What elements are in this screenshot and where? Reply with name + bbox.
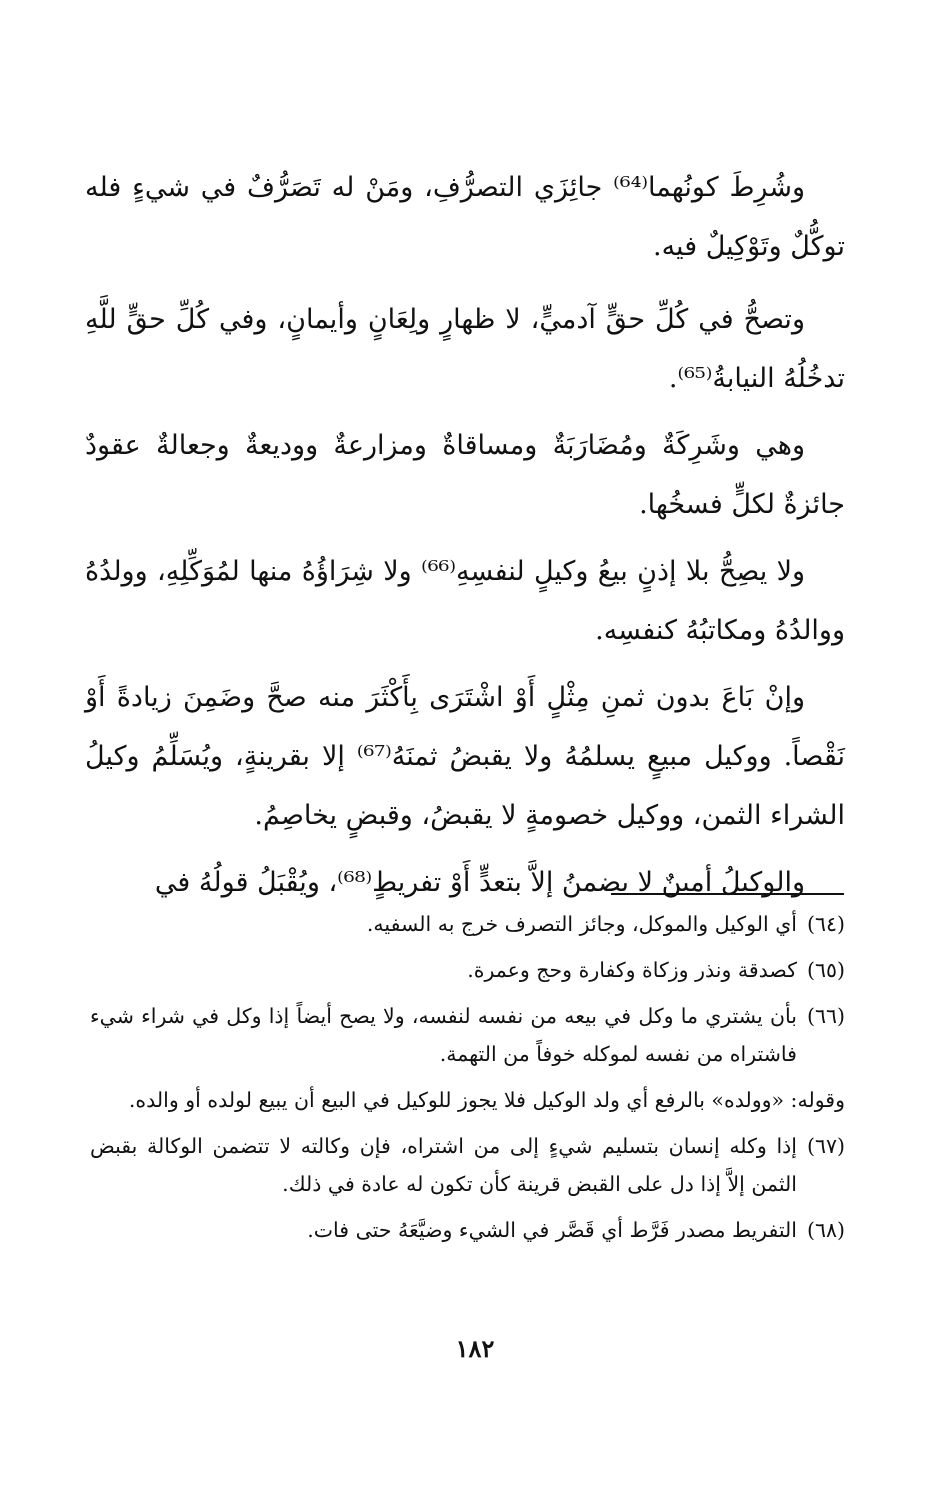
footnote-number: (٦٧) <box>806 1134 845 1158</box>
footnote-text: بأن يشتري ما وكل في بيعه من نفسه لنفسه، ولا يصح أيضاً إذا وكل في شراء شيء فاشتراه من نفسه لموكله خوفاً من التهمة. <box>90 1004 797 1066</box>
footnote <box>90 997 845 1073</box>
footnote-continuation <box>90 1081 845 1119</box>
footnote-text: أي الوكيل والموكل، وجائز التصرف خرج به السفيه. <box>366 912 797 936</box>
footnote <box>90 1127 845 1203</box>
footnote <box>90 905 845 943</box>
footnote-text: إذا وكله إنسان بتسليم شيءٍ إلى من اشتراه، فإن وكالته لا تتضمن الوكالة بقبض الثمن إلاَّ إذا دل على القبض قرينة كأن تكون له عادة في ذلك. <box>90 1134 797 1196</box>
paragraph: وهي وشَرِكَةٌ ومُضَارَبَةٌ ومساقاةٌ ومزارعةٌ ووديعةٌ وجعالةٌ عقودٌ جائزةٌ لكلٍّ فسخُها. <box>85 430 845 520</box>
paragraph: والوكيلُ أمينٌ لا يضمنُ إلاَّ بتعدٍّ أَوْ تفريطٍ⁽⁶⁸⁾، ويُقْبَلُ قولُهُ في <box>154 867 805 898</box>
footnote-number: (٦٤) <box>806 912 845 936</box>
footnote-divider <box>611 893 844 895</box>
paragraph: ولا يصِحُّ بلا إذنٍ بيعُ وكيلٍ لنفسِهِ⁽⁶⁶⁾ ولا شِرَاؤُهُ منها لمُوَكِّلِهِ، وولدُهُ ووالدُهُ ومكاتبُهُ كنفسِه. <box>85 556 845 646</box>
footnote-text: كصدقة ونذر وزكاة وكفارة وحج وعمرة. <box>467 958 797 982</box>
paragraph: وإنْ بَاعَ بدون ثمنِ مِثْلٍ أَوْ اشْتَرَى بِأَكْثَرَ منه صحَّ وضَمِنَ زيادةً أَوْ نَقْصاً. ووكيل مبيعٍ يسلمُهُ ولا يقبضُ ثمنَهُ⁽⁶⁷⁾ إلا بقرينةٍ، ويُسَلِّمُ وكيلُ الشراء الثمن، ووكيل خصومةٍ لا يقبضُ، وقبضٍ يخاصِمُ. <box>85 682 845 831</box>
footnote <box>90 1211 845 1249</box>
footnote <box>90 951 845 989</box>
main-text <box>85 158 845 920</box>
footnote-number: (٦٦) <box>806 1004 845 1028</box>
paragraph: وتصحُّ في كُلِّ حقٍّ آدميٍّ، لا ظهارٍ ولِعَانٍ وأيمانٍ، وفي كُلِّ حقٍّ للَّهِ تدخُلُهُ النيابةُ⁽⁶⁵⁾. <box>85 304 845 394</box>
footnote-text: التفريط مصدر فَرَّط أي قَصَّر في الشيء وضيَّعَهُ حتى فات. <box>307 1218 797 1242</box>
footnote-number: (٦٥) <box>806 958 845 982</box>
page-number: ١٨٢ <box>455 1334 495 1363</box>
footnote-text: وقوله: «وولده» بالرفع أي ولد الوكيل فلا يجوز للوكيل في البيع أن يبيع لولده أو والده. <box>128 1088 845 1112</box>
footnotes <box>90 905 845 1257</box>
footnote-number: (٦٨) <box>806 1218 845 1242</box>
paragraph: وشُرِطَ كونُهما⁽⁶⁴⁾ جائِزَي التصرُّفِ، ومَنْ له تَصَرُّفٌ في شيءٍ فله توكُّلٌ وتَوْكِيلٌ فيه. <box>85 172 845 262</box>
